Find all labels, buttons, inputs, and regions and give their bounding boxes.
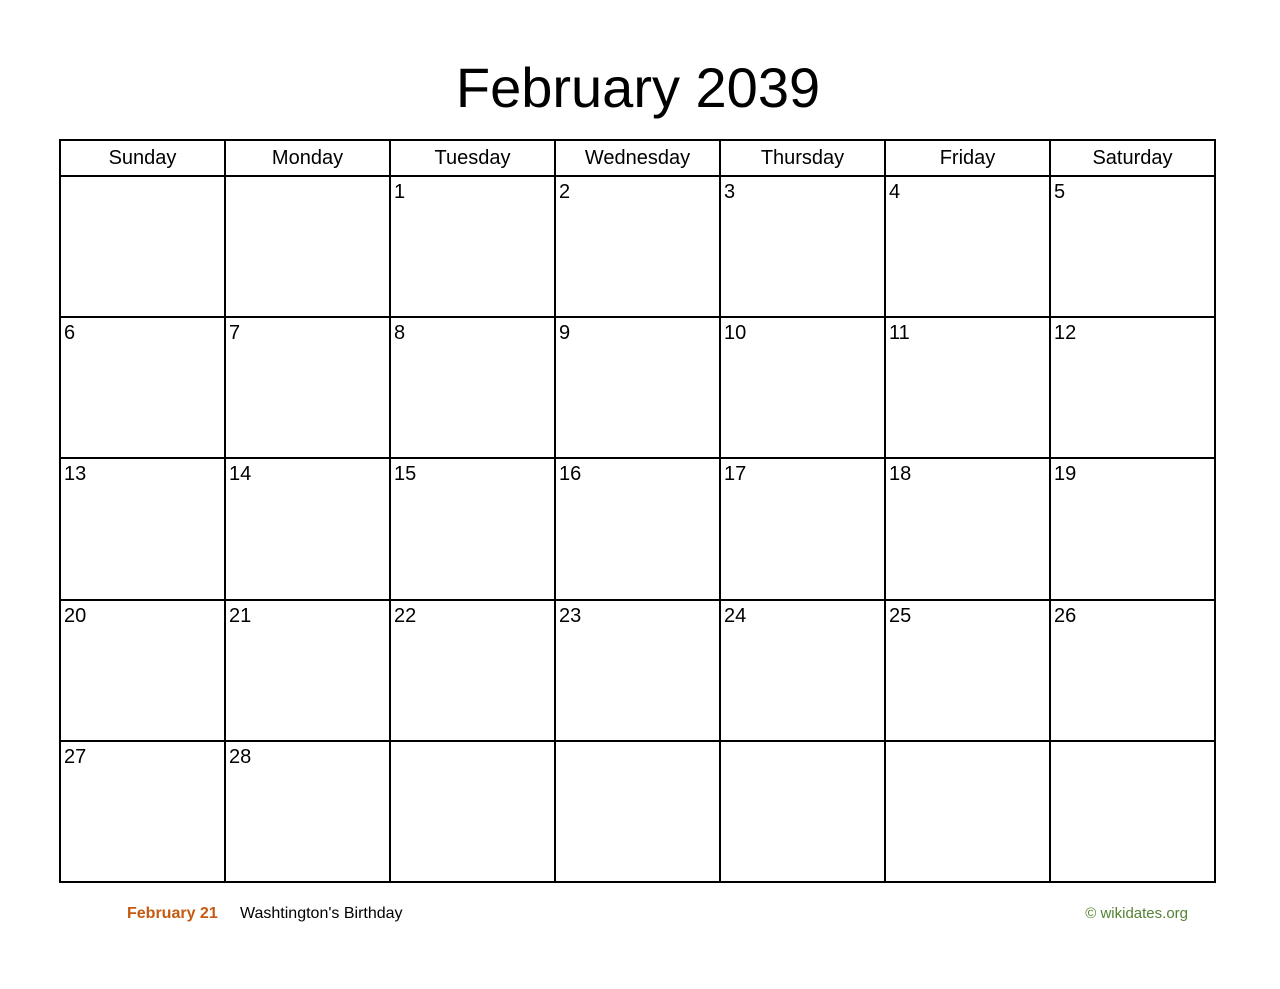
week-row (60, 176, 1215, 317)
day-cell (555, 458, 720, 599)
weekday-header: Monday (225, 140, 390, 176)
weekday-header-row (60, 140, 1215, 176)
day-cell (1050, 317, 1215, 458)
day-cell (60, 458, 225, 599)
day-number (391, 742, 554, 745)
day-number: 15 (394, 463, 417, 486)
day-number: 8 (394, 322, 406, 345)
day-cell (885, 176, 1050, 317)
day-number: 11 (889, 322, 910, 345)
day-number: 22 (394, 604, 417, 627)
calendar-grid (59, 139, 1216, 883)
day-number: 20 (64, 604, 87, 627)
day-number: 27 (64, 745, 87, 768)
weekday-header: Saturday (1050, 140, 1215, 176)
day-cell (885, 600, 1050, 741)
day-cell (720, 458, 885, 599)
day-cell (225, 600, 390, 741)
day-number (721, 742, 884, 745)
day-number: 17 (724, 463, 747, 486)
day-cell (720, 600, 885, 741)
day-cell (885, 741, 1050, 882)
day-cell (720, 176, 885, 317)
day-number: 24 (724, 604, 747, 627)
credit-link[interactable]: © wikidates.org (1085, 905, 1188, 922)
day-number: 7 (229, 322, 241, 345)
day-cell (390, 741, 555, 882)
day-number: 18 (889, 463, 912, 486)
weekday-header: Friday (885, 140, 1050, 176)
weekday-header: Thursday (720, 140, 885, 176)
holiday-name: Washtington's Birthday (240, 905, 403, 922)
day-cell (1050, 741, 1215, 882)
day-cell (555, 600, 720, 741)
day-number: 26 (1054, 604, 1077, 627)
day-cell (1050, 176, 1215, 317)
day-number: 10 (724, 322, 747, 345)
day-number: 16 (559, 463, 582, 486)
day-number (61, 177, 224, 180)
week-row (60, 741, 1215, 882)
day-number: 5 (1054, 181, 1066, 203)
day-number: 21 (229, 604, 252, 627)
day-cell (60, 600, 225, 741)
day-cell (225, 176, 390, 317)
day-cell (60, 176, 225, 317)
day-number (1051, 742, 1214, 745)
day-number (556, 742, 719, 745)
day-cell (60, 741, 225, 882)
day-number: 19 (1054, 463, 1077, 486)
day-number: 13 (64, 463, 87, 486)
day-cell (390, 458, 555, 599)
day-cell (1050, 600, 1215, 741)
day-number: 9 (559, 322, 571, 345)
day-cell (225, 458, 390, 599)
day-cell (885, 317, 1050, 458)
day-cell (885, 458, 1050, 599)
day-number (226, 177, 389, 180)
day-number: 1 (394, 181, 406, 203)
day-cell (720, 317, 885, 458)
day-cell (390, 176, 555, 317)
day-cell (225, 741, 390, 882)
day-cell (390, 317, 555, 458)
day-number: 23 (559, 604, 582, 627)
day-number: 6 (64, 322, 76, 345)
week-row (60, 317, 1215, 458)
holiday-date: February 21 (127, 905, 218, 922)
day-cell (1050, 458, 1215, 599)
weekday-header: Tuesday (390, 140, 555, 176)
day-cell (720, 741, 885, 882)
day-number: 25 (889, 604, 912, 627)
day-number: 4 (889, 181, 901, 203)
day-cell (390, 600, 555, 741)
calendar-title: February 2039 (455, 56, 821, 119)
day-cell (555, 741, 720, 882)
week-row (60, 458, 1215, 599)
weekday-header: Sunday (60, 140, 225, 176)
day-cell (225, 317, 390, 458)
day-cell (555, 317, 720, 458)
day-number: 2 (559, 181, 571, 203)
day-cell (60, 317, 225, 458)
day-number: 3 (724, 181, 736, 203)
day-cell (555, 176, 720, 317)
week-row (60, 600, 1215, 741)
day-number: 14 (229, 463, 252, 486)
day-number: 12 (1054, 322, 1077, 345)
weekday-header: Wednesday (555, 140, 720, 176)
day-number: 28 (229, 745, 252, 768)
day-number (886, 742, 1049, 745)
